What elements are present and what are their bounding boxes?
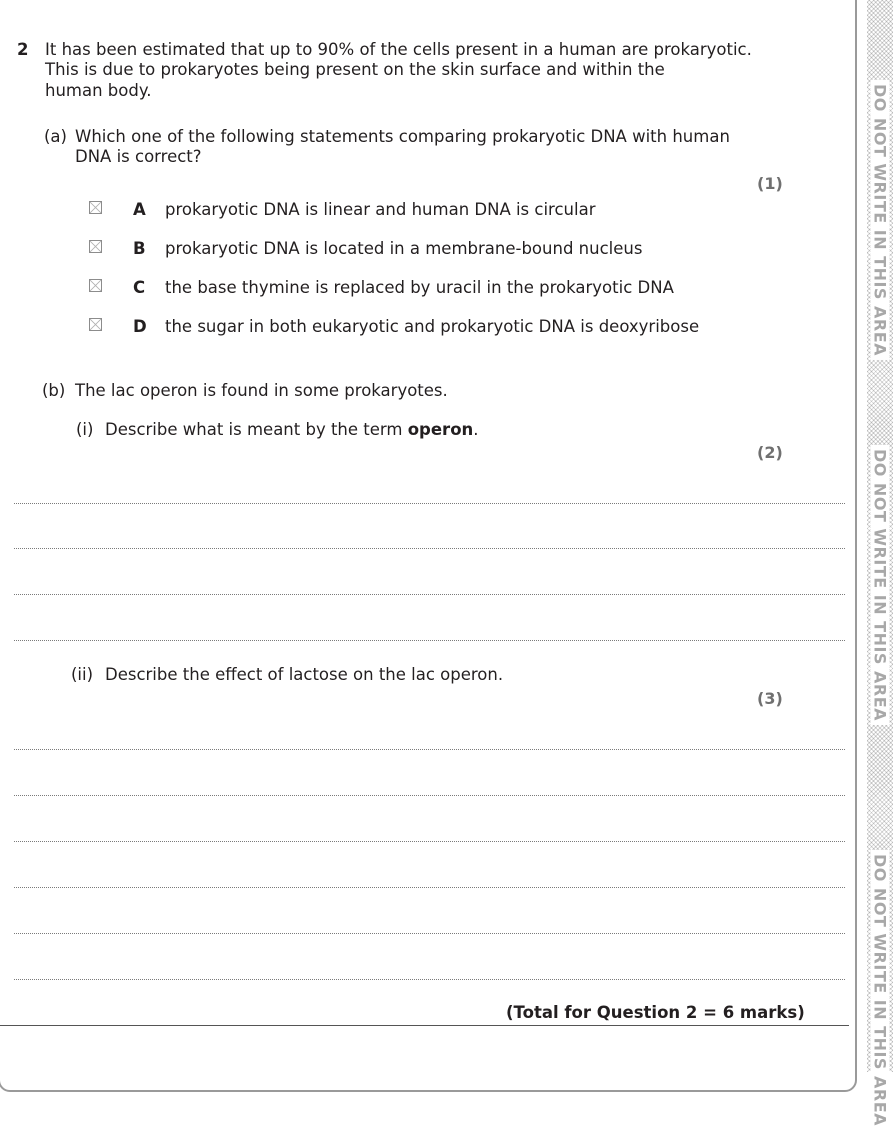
part-b-ii-label: (ii) [71,665,94,684]
part-b-i-prompt-pre: Describe what is meant by the term [105,420,408,439]
answer-line-b-ii-3[interactable] [14,841,845,842]
part-b-ii-marks: (3) [757,689,783,708]
option-d-checkbox[interactable] [89,318,102,331]
cross-box-icon [90,280,101,291]
part-b-i-prompt [105,420,479,440]
part-b-i-marks: (2) [757,443,783,462]
question-end-rule [0,1025,849,1026]
cross-box-icon [90,202,101,213]
cross-box-icon [90,241,101,252]
option-d-text: the sugar in both eukaryotic and prokaryotic DNA is deoxyribose [165,317,700,336]
answer-line-b-ii-4[interactable] [14,887,845,888]
option-b-letter: B [133,239,146,258]
question-intro-line-2: This is due to prokaryotes being present on the skin surface and within the [45,60,665,79]
option-d-letter: D [133,317,147,336]
part-b-i-label: (i) [76,420,94,439]
margin-no-write-strip: DO NOT WRITE IN THIS AREA DO NOT WRITE IN THIS AREA DO NOT WRITE IN THIS AREA [867,0,893,1072]
question-intro-line-1: It has been estimated that up to 90% of the cells present in a human are prokaryotic. [45,40,752,59]
part-b-intro: The lac operon is found in some prokaryotes. [75,381,448,400]
part-a-marks: (1) [757,174,783,193]
answer-line-b-i-2[interactable] [14,548,845,549]
answer-line-b-ii-2[interactable] [14,795,845,796]
part-b-i-term: operon [407,420,474,439]
answer-line-b-ii-5[interactable] [14,933,845,934]
question-total: (Total for Question 2 = 6 marks) [506,1003,805,1022]
cross-box-icon [90,319,101,330]
option-a-checkbox[interactable] [89,201,102,214]
answer-line-b-ii-6[interactable] [14,979,845,980]
option-c-checkbox[interactable] [89,279,102,292]
part-b-label: (b) [42,381,66,400]
option-b-checkbox[interactable] [89,240,102,253]
part-b-i-prompt-post: . [473,420,479,439]
part-a-prompt-line-2: DNA is correct? [75,147,202,166]
question-intro-line-3: human body. [45,81,152,100]
part-a-prompt-line-1: Which one of the following statements comparing prokaryotic DNA with human [75,127,730,146]
option-c-text: the base thymine is replaced by uracil in the prokaryotic DNA [165,278,674,297]
answer-line-b-i-3[interactable] [14,594,845,595]
option-a-text: prokaryotic DNA is linear and human DNA is circular [165,200,596,219]
option-a-letter: A [133,200,146,219]
answer-line-b-i-4[interactable] [14,640,845,641]
question-number: 2 [17,40,29,59]
option-b-text: prokaryotic DNA is located in a membrane-bound nucleus [165,239,643,258]
option-c-letter: C [133,278,146,297]
part-a-label: (a) [44,127,67,146]
answer-line-b-ii-1[interactable] [14,749,845,750]
part-b-ii-prompt: Describe the effect of lactose on the lac operon. [105,665,504,684]
answer-line-b-i-1[interactable] [14,503,845,504]
